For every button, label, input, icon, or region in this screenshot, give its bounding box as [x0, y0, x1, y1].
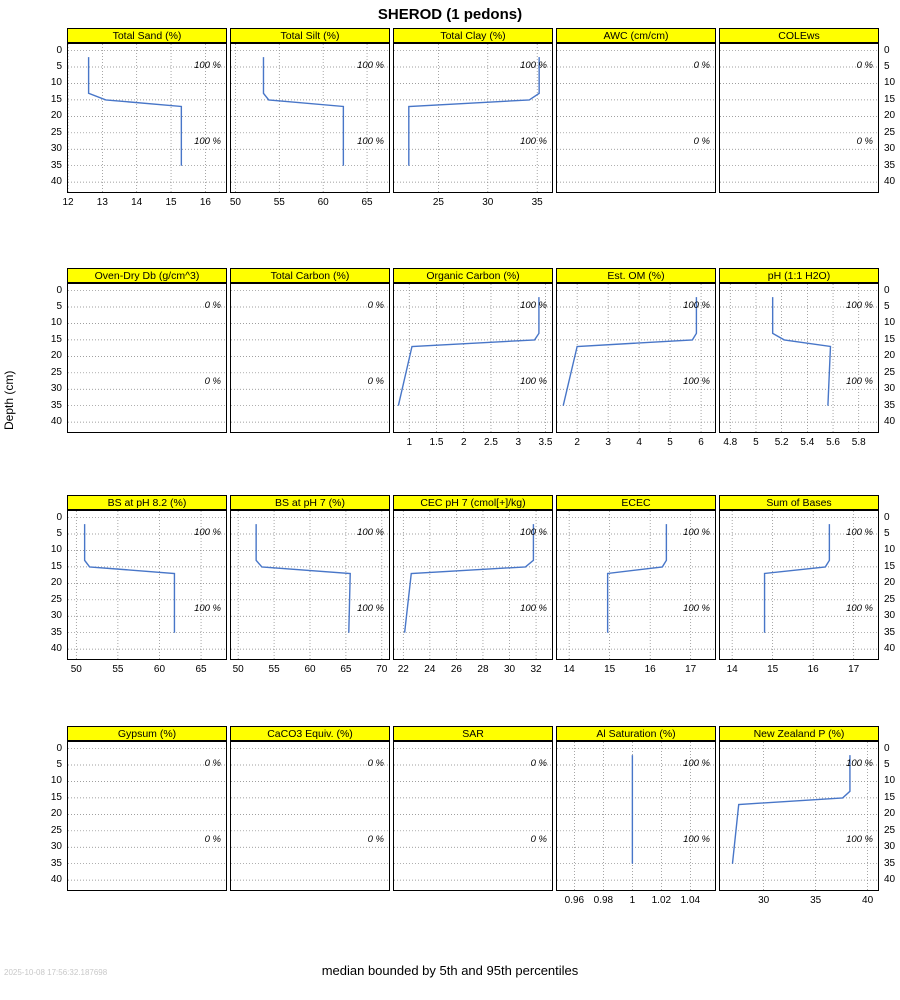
x-tick-label: 14	[563, 664, 575, 675]
depth-tick-label: 20	[884, 577, 896, 589]
x-tick-label: 1.5	[429, 437, 444, 448]
depth-tick-label: 0	[884, 742, 890, 754]
depth-tick-label: 15	[50, 560, 62, 572]
x-tick-label: 1.04	[680, 895, 701, 906]
annotation-bottom-15: 0 %	[204, 833, 221, 845]
annotation-top-11: 100 %	[357, 527, 384, 538]
x-tick-label: 5.8	[851, 437, 866, 448]
depth-tick-label: 15	[50, 333, 62, 345]
depth-tick-label: 35	[884, 159, 896, 171]
panel-title-11: BS at pH 7 (%)	[230, 495, 390, 510]
annotation-top-6: 0 %	[367, 300, 384, 311]
annotation-top-12: 100 %	[520, 527, 547, 538]
x-tick-label: 30	[503, 664, 516, 675]
annotation-top-16: 0 %	[367, 758, 384, 769]
depth-tick-label: 20	[884, 350, 896, 362]
x-tick-label: 2	[460, 437, 467, 448]
x-tick-label: 60	[304, 664, 316, 675]
depth-tick-label: 5	[884, 528, 890, 540]
x-tick-label: 28	[477, 664, 489, 675]
panel-title-16: CaCO3 Equiv. (%)	[230, 726, 390, 741]
depth-tick-label: 20	[50, 350, 62, 362]
annotation-bottom-10: 100 %	[194, 602, 221, 614]
x-tick-label: 16	[199, 197, 211, 208]
panel-title-0: Total Sand (%)	[67, 28, 227, 43]
x-tick-label: 1	[406, 437, 413, 448]
x-tick-label: 60	[153, 664, 166, 675]
depth-tick-label: 30	[884, 610, 896, 622]
x-tick-label: 3	[605, 437, 611, 448]
depth-tick-label: 0	[56, 742, 62, 754]
depth-tick-label: 25	[884, 593, 896, 605]
annotation-bottom-2: 100 %	[520, 135, 547, 147]
x-tick-label: 65	[340, 664, 352, 675]
depth-tick-label: 0	[56, 44, 62, 56]
annotation-bottom-8: 100 %	[683, 375, 710, 387]
x-tick-label: 65	[195, 664, 207, 675]
panel-title-6: Total Carbon (%)	[230, 268, 390, 283]
annotation-top-9: 100 %	[846, 300, 873, 311]
depth-tick-label: 30	[50, 383, 62, 395]
x-tick-label: 6	[698, 437, 704, 448]
x-tick-label: 5	[753, 437, 759, 448]
depth-tick-label: 25	[884, 824, 896, 836]
depth-tick-label: 40	[50, 416, 62, 428]
depth-tick-label: 25	[884, 126, 896, 138]
timestamp: 2025-10-08 17:56:32.187698	[4, 968, 108, 977]
x-tick-label: 40	[862, 895, 874, 906]
annotation-top-19: 100 %	[846, 758, 873, 769]
x-tick-label: 22	[397, 664, 409, 675]
panel-title-19: New Zealand P (%)	[719, 726, 879, 741]
depth-tick-label: 40	[884, 416, 896, 428]
depth-tick-label: 10	[884, 775, 896, 787]
depth-tick-label: 5	[56, 528, 62, 540]
x-tick-label: 24	[424, 664, 436, 675]
annotation-top-5: 0 %	[204, 300, 221, 311]
depth-tick-label: 5	[884, 759, 890, 771]
x-tick-label: 0.98	[593, 895, 614, 906]
annotation-bottom-17: 0 %	[530, 833, 547, 845]
x-tick-label: 30	[482, 197, 494, 208]
depth-tick-label: 15	[884, 93, 896, 105]
panel-title-3: AWC (cm/cm)	[556, 28, 716, 43]
panel-title-15: Gypsum (%)	[67, 726, 227, 741]
x-tick-label: 50	[229, 197, 241, 208]
depth-tick-label: 35	[884, 626, 896, 638]
depth-tick-label: 15	[884, 333, 896, 345]
x-tick-label: 5.4	[800, 437, 815, 448]
depth-tick-label: 0	[884, 284, 890, 296]
depth-tick-label: 20	[884, 808, 896, 820]
depth-tick-label: 25	[50, 593, 62, 605]
annotation-bottom-9: 100 %	[846, 375, 873, 387]
panel-title-2: Total Clay (%)	[393, 28, 553, 43]
x-tick-label: 35	[531, 197, 543, 208]
depth-tick-label: 15	[884, 560, 896, 572]
annotation-top-7: 100 %	[520, 300, 547, 311]
depth-tick-label: 20	[50, 808, 62, 820]
depth-tick-label: 30	[50, 143, 62, 155]
depth-tick-label: 5	[56, 301, 62, 313]
x-tick-label: 14	[726, 664, 738, 675]
depth-tick-label: 10	[50, 317, 62, 329]
panel-title-5: Oven-Dry Db (g/cm^3)	[67, 268, 227, 283]
x-tick-label: 15	[604, 664, 616, 675]
annotation-bottom-4: 0 %	[856, 135, 873, 147]
x-tick-label: 60	[317, 197, 329, 208]
depth-tick-label: 0	[56, 284, 62, 296]
depth-tick-label: 25	[50, 366, 62, 378]
annotation-top-18: 100 %	[683, 758, 710, 769]
depth-tick-label: 15	[50, 791, 62, 803]
depth-tick-label: 30	[884, 143, 896, 155]
depth-tick-label: 30	[50, 610, 62, 622]
depth-tick-label: 40	[884, 643, 896, 655]
depth-tick-label: 5	[56, 759, 62, 771]
x-tick-label: 50	[70, 664, 82, 675]
x-tick-label: 4.8	[723, 437, 738, 448]
annotation-bottom-6: 0 %	[367, 375, 384, 387]
x-tick-label: 50	[232, 664, 244, 675]
x-tick-label: 16	[807, 664, 819, 675]
depth-tick-label: 40	[50, 643, 62, 655]
panel-title-8: Est. OM (%)	[556, 268, 716, 283]
annotation-top-15: 0 %	[204, 758, 221, 769]
x-tick-label: 1.02	[651, 895, 672, 906]
x-tick-label: 25	[432, 197, 444, 208]
annotation-top-10: 100 %	[194, 527, 221, 538]
depth-tick-label: 30	[50, 841, 62, 853]
depth-tick-label: 35	[884, 399, 896, 411]
annotation-bottom-11: 100 %	[357, 602, 384, 614]
panel-title-18: Al Saturation (%)	[556, 726, 716, 741]
x-tick-label: 35	[810, 895, 822, 906]
depth-tick-label: 5	[56, 61, 62, 73]
annotation-top-2: 100 %	[520, 60, 547, 71]
x-tick-label: 70	[376, 664, 388, 675]
depth-tick-label: 35	[50, 159, 62, 171]
depth-tick-label: 35	[884, 857, 896, 869]
annotation-bottom-14: 100 %	[846, 602, 873, 614]
x-tick-label: 17	[685, 664, 697, 675]
x-tick-label: 5	[667, 437, 673, 448]
page-title: SHEROD (1 pedons)	[377, 6, 523, 23]
panel-title-12: CEC pH 7 (cmol[+]/kg)	[393, 495, 553, 510]
x-tick-label: 30	[758, 895, 770, 906]
depth-tick-label: 20	[50, 110, 62, 122]
depth-tick-label: 0	[56, 511, 62, 523]
annotation-bottom-0: 100 %	[194, 135, 221, 147]
depth-tick-label: 25	[50, 824, 62, 836]
depth-tick-label: 10	[884, 317, 896, 329]
panel-title-10: BS at pH 8.2 (%)	[67, 495, 227, 510]
annotation-bottom-16: 0 %	[367, 833, 384, 845]
x-tick-label: 32	[530, 664, 542, 675]
depth-tick-label: 15	[50, 93, 62, 105]
panel-title-17: SAR	[393, 726, 553, 741]
depth-tick-label: 10	[884, 544, 896, 556]
annotation-bottom-3: 0 %	[693, 135, 710, 147]
x-tick-label: 5.2	[774, 437, 789, 448]
x-tick-label: 2.5	[484, 437, 498, 448]
depth-tick-label: 40	[884, 176, 896, 188]
depth-tick-label: 5	[884, 61, 890, 73]
x-tick-label: 15	[767, 664, 779, 675]
median-line	[608, 524, 667, 633]
depth-tick-label: 35	[50, 626, 62, 638]
x-tick-label: 17	[848, 664, 860, 675]
depth-tick-label: 10	[50, 77, 62, 89]
annotation-bottom-19: 100 %	[846, 833, 873, 845]
annotation-bottom-5: 0 %	[204, 375, 221, 387]
x-tick-label: 2	[574, 437, 580, 448]
depth-tick-label: 30	[884, 383, 896, 395]
annotation-top-4: 0 %	[856, 60, 873, 71]
annotation-bottom-13: 100 %	[683, 602, 710, 614]
annotation-bottom-7: 100 %	[520, 375, 547, 387]
depth-tick-label: 25	[884, 366, 896, 378]
depth-tick-label: 25	[50, 126, 62, 138]
depth-tick-label: 30	[884, 841, 896, 853]
depth-tick-label: 15	[884, 791, 896, 803]
panel-title-9: pH (1:1 H2O)	[719, 268, 879, 283]
annotation-top-8: 100 %	[683, 300, 710, 311]
annotation-top-3: 0 %	[693, 60, 710, 71]
x-tick-label: 55	[112, 664, 124, 675]
x-tick-label: 65	[361, 197, 373, 208]
panel-title-13: ECEC	[556, 495, 716, 510]
depth-tick-label: 10	[50, 544, 62, 556]
x-tick-label: 55	[273, 197, 285, 208]
depth-tick-label: 20	[50, 577, 62, 589]
median-line	[409, 57, 539, 166]
footer-caption: median bounded by 5th and 95th percentiles	[321, 963, 579, 978]
x-tick-label: 26	[450, 664, 462, 675]
depth-tick-label: 0	[884, 511, 890, 523]
depth-tick-label: 35	[50, 399, 62, 411]
annotation-top-0: 100 %	[194, 60, 221, 71]
depth-tick-label: 10	[884, 77, 896, 89]
x-tick-label: 3	[515, 437, 521, 448]
panel-title-4: COLEws	[719, 28, 879, 43]
x-tick-label: 12	[62, 197, 74, 208]
y-axis-label: Depth (cm)	[2, 370, 16, 430]
annotation-bottom-1: 100 %	[357, 135, 384, 147]
x-tick-label: 4	[636, 437, 642, 448]
x-tick-label: 13	[96, 197, 108, 208]
panel-title-14: Sum of Bases	[719, 495, 879, 510]
x-tick-label: 3.5	[538, 437, 553, 448]
depth-tick-label: 40	[884, 874, 896, 886]
panel-title-1: Total Silt (%)	[230, 28, 390, 43]
x-tick-label: 5.6	[826, 437, 840, 448]
panel-title-7: Organic Carbon (%)	[393, 268, 553, 283]
x-tick-label: 14	[131, 197, 143, 208]
annotation-top-17: 0 %	[530, 758, 547, 769]
depth-tick-label: 35	[50, 857, 62, 869]
x-tick-label: 15	[165, 197, 177, 208]
annotation-bottom-12: 100 %	[520, 602, 547, 614]
depth-tick-label: 40	[50, 176, 62, 188]
x-tick-label: 55	[268, 664, 280, 675]
depth-tick-label: 0	[884, 44, 890, 56]
annotation-bottom-18: 100 %	[683, 833, 710, 845]
x-tick-label: 16	[644, 664, 656, 675]
annotation-top-1: 100 %	[357, 60, 384, 71]
depth-tick-label: 20	[884, 110, 896, 122]
x-tick-label: 1	[629, 895, 636, 906]
x-tick-label: 0.96	[564, 895, 585, 906]
annotation-top-13: 100 %	[683, 527, 710, 538]
annotation-top-14: 100 %	[846, 527, 873, 538]
depth-tick-label: 5	[884, 301, 890, 313]
depth-tick-label: 40	[50, 874, 62, 886]
depth-tick-label: 10	[50, 775, 62, 787]
